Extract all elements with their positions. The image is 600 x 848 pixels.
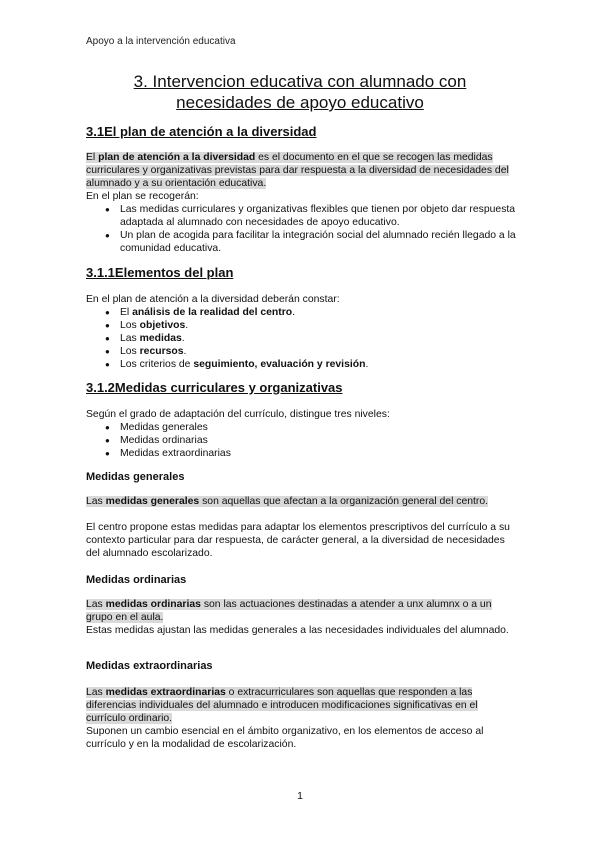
ordinarias-heading: Medidas ordinarias	[86, 574, 187, 586]
list-item: ● Las medidas curriculares y organizativas flexibles que tienen por objeto dar respuesta adaptada al alumnado con necesidades de apoyo educativo.	[86, 203, 518, 229]
levels-list	[86, 421, 518, 460]
generales-description: El centro propone estas medidas para adaptar los elementos prescriptivos del currículo a su contexto particular para dar respuesta, de carácter general, a la diversidad de necesidades del alumnado escolarizado.	[86, 522, 510, 559]
list-item: ● Un plan de acogida para facilitar la integración social del alumnado recién llegado a la comunidad educativa.	[86, 229, 518, 255]
ordinarias-definition: Las medidas ordinarias son las actuaciones destinadas a atender a unx alumnx o a un grupo en el aula.	[86, 599, 492, 623]
generales-definition: Las medidas generales son aquellas que afectan a la organización general del centro.	[86, 496, 489, 507]
list-item: ● Los recursos.	[86, 345, 518, 358]
extraordinarias-definition: Las medidas extraordinarias o extracurriculares son aquellas que responden a las diferencias individuales del alumnado e introducen modificaciones significativas en el currículo ordinario.	[86, 687, 478, 724]
list-item: ● El análisis de la realidad del centro.	[86, 306, 518, 319]
list-item: ● Los criterios de seguimiento, evaluación y revisión.	[86, 358, 518, 371]
plan-definition-paragraph: El plan de atención a la diversidad es el documento en el que se recogen las medidas curriculares y organizativas previstas para dar respuesta a la diversidad de necesidades del alumnado y a su orientación educativa.	[86, 152, 509, 189]
extraordinarias-heading: Medidas extraordinarias	[86, 660, 213, 672]
list-item: ● Medidas extraordinarias	[86, 447, 518, 460]
list-item: ● Medidas ordinarias	[86, 434, 518, 447]
plan-contents-list	[86, 203, 518, 255]
list-item: ● Las medidas.	[86, 332, 518, 345]
generales-heading: Medidas generales	[86, 471, 185, 483]
page-header: Apoyo a la intervención educativa	[86, 36, 236, 47]
levels-intro: Según el grado de adaptación del currículo, distingue tres niveles:	[86, 409, 390, 420]
section-heading-3-1-2: 3.1.2Medidas curriculares y organizativas	[86, 380, 343, 395]
section-heading-3-1-1: 3.1.1Elementos del plan	[86, 265, 234, 280]
plan-recogeran-text: En el plan se recogerán:	[86, 191, 199, 202]
elements-intro: En el plan de atención a la diversidad deberán constar:	[86, 294, 340, 305]
list-item: ● Los objetivos.	[86, 319, 518, 332]
elements-list	[86, 306, 518, 371]
ordinarias-description: Estas medidas ajustan las medidas generales a las necesidades individuales del alumnado.	[86, 625, 509, 636]
list-item: ● Medidas generales	[86, 421, 518, 434]
extraordinarias-description: Suponen un cambio esencial en el ámbito organizativo, en los elementos de acceso al currículo y en la modalidad de escolarización.	[86, 726, 484, 750]
page-title: 3. Intervencion educativa con alumnado con necesidades de apoyo educativo	[133, 72, 467, 112]
page-number: 1	[297, 790, 303, 802]
section-heading-3-1: 3.1El plan de atención a la diversidad	[86, 124, 317, 139]
